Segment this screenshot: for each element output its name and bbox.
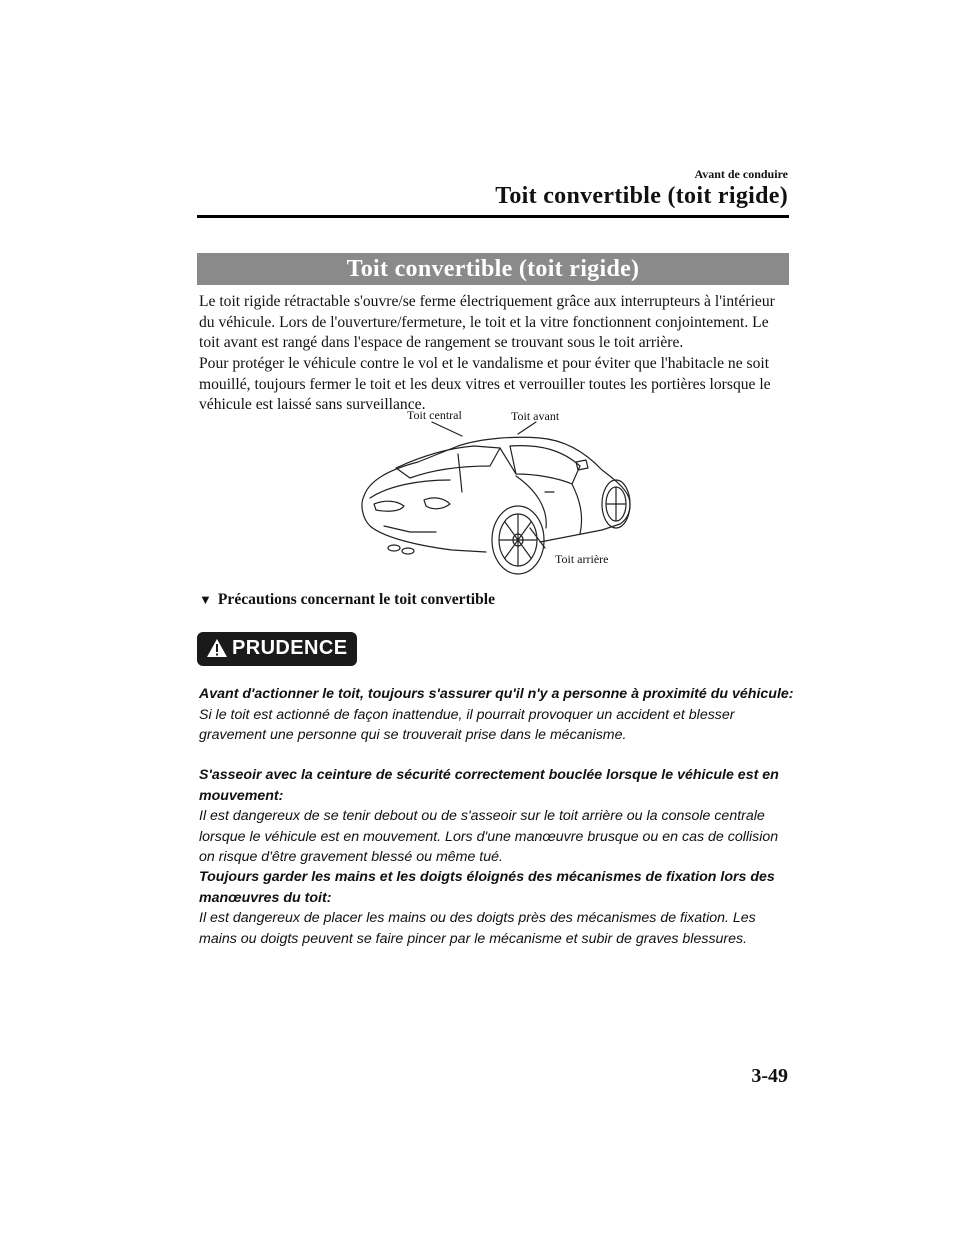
caution-heading: Toujours garder les mains et les doigts éloignés des mécanismes de fixation lors des manœuvres du toit: — [199, 869, 775, 906]
subsection-title: Précautions concernant le toit convertible — [217, 591, 496, 608]
caution-text: Il est dangereux de se tenir debout ou de s'asseoir sur le toit arrière ou la console centrale lorsque le véhicule est en mouvement. Lors d'une manœuvre brusque ou en cas de collision on risque d'être gravement blessé ou même tué. — [199, 808, 779, 865]
security-paragraph: Pour protéger le véhicule contre le vol et le vandalisme et pour éviter que l'habitacle ne soit mouillé, toujours fermer le toit et les deux vitres et verrouiller toutes les portières lorsque le véhicule est laissé sans surveillance. — [199, 355, 771, 413]
caution-badge — [197, 632, 357, 666]
header-title: Toit convertible (toit rigide) — [495, 183, 788, 209]
header-section-label: Avant de conduire — [694, 167, 788, 181]
callout-central-roof: Toit central — [407, 408, 462, 422]
caution-heading: Avant d'actionner le toit, toujours s'assurer qu'il n'y a personne à proximité du véhicule: — [199, 686, 794, 702]
caution-text: Si le toit est actionné de façon inattendue, il pourrait provoquer un accident et blesser gravement une personne qui se trouverait prise dans le mécanisme. — [199, 706, 735, 743]
caution-item — [199, 765, 795, 868]
callout-front-roof: Toit avant — [511, 409, 560, 423]
caution-item — [199, 867, 795, 949]
caution-text: Il est dangereux de placer les mains ou des doigts près des mécanismes de fixation. Les mains ou doigts peuvent se faire pincer par le mécanisme et subir de graves blessures. — [199, 910, 756, 947]
caution-label: PRUDENCE — [232, 637, 348, 659]
section-banner: Toit convertible (toit rigide) — [197, 253, 789, 285]
page-number: 3-49 — [751, 1065, 788, 1087]
intro-paragraph: Le toit rigide rétractable s'ouvre/se ferme électriquement grâce aux interrupteurs à l'intérieur du véhicule. Lors de l'ouverture/fermeture, le toit et la vitre fonctionnent conjointement. Le toit avant est rangé dans l'espace de rangement se trouvant sous le toit arrière. — [199, 293, 775, 351]
subsection-heading — [199, 591, 495, 609]
warning-icon — [206, 638, 228, 658]
triangle-down-icon: ▼ — [199, 592, 212, 607]
header-divider — [197, 215, 789, 218]
caution-item — [199, 684, 795, 746]
callout-rear-roof: Toit arrière — [555, 552, 609, 566]
caution-heading: S'asseoir avec la ceinture de sécurité correctement bouclée lorsque le véhicule est en mouvement: — [199, 767, 779, 804]
